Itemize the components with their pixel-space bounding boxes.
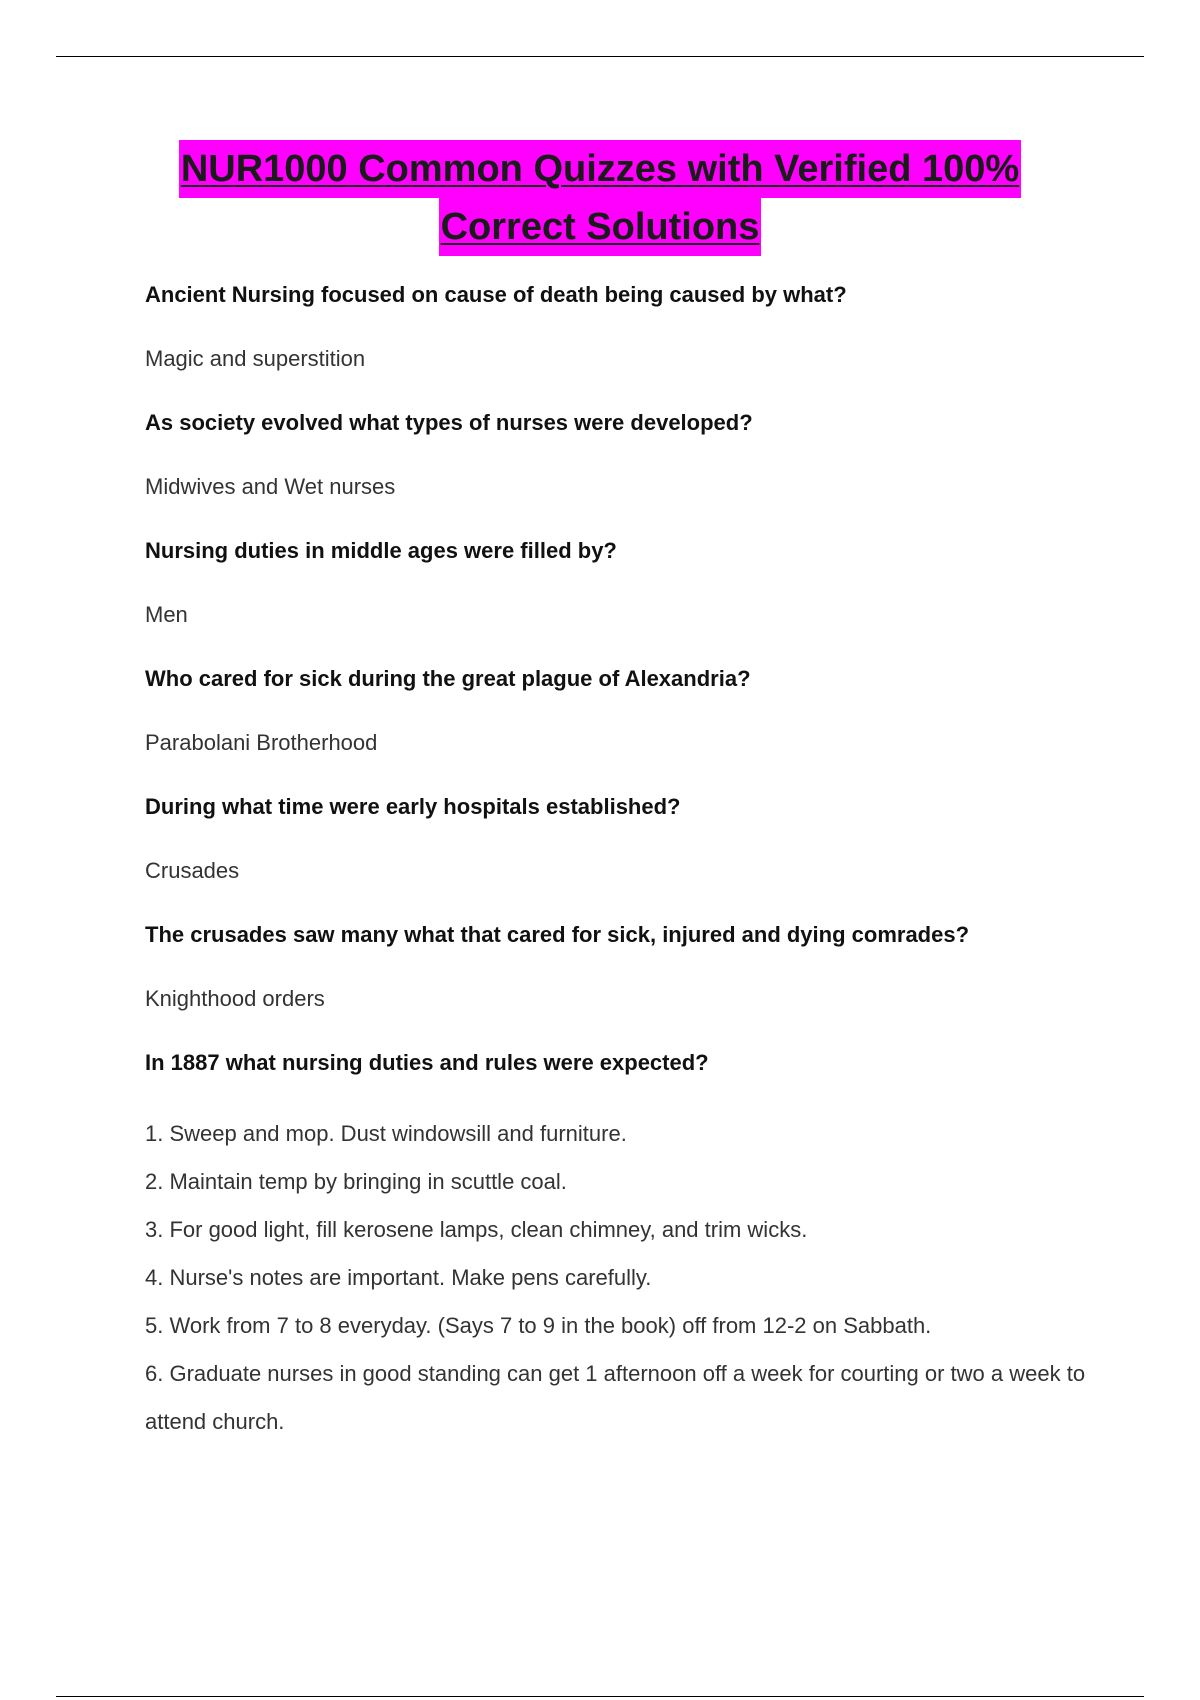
answer-4: Parabolani Brotherhood [145,730,378,755]
rule-item-1: 1. Sweep and mop. Dust windowsill and furniture. [145,1121,627,1146]
document-body [145,278,1105,1446]
question-3: Nursing duties in middle ages were filled by? [145,538,617,563]
rules-list [145,1110,1105,1446]
question-2: As society evolved what types of nurses were developed? [145,410,753,435]
rule-item-5: 5. Work from 7 to 8 everyday. (Says 7 to 9 in the book) off from 12-2 on Sabbath. [145,1313,932,1338]
qa-item-6 [145,918,1105,1016]
answer-6: Knighthood orders [145,986,325,1011]
rule-item-3: 3. For good light, fill kerosene lamps, clean chimney, and trim wicks. [145,1217,808,1242]
answer-5: Crusades [145,858,240,883]
answer-3: Men [145,602,188,627]
answer-2: Midwives and Wet nurses [145,474,396,499]
qa-item-2 [145,406,1105,504]
rule-item-2: 2. Maintain temp by bringing in scuttle coal. [145,1169,567,1194]
qa-item-7 [145,1046,1105,1446]
question-4: Who cared for sick during the great plague of Alexandria? [145,666,751,691]
document-title [0,140,1200,256]
title-line-1: NUR1000 Common Quizzes with Verified 100% [179,140,1021,198]
question-6: The crusades saw many what that cared for sick, injured and dying comrades? [145,922,970,947]
question-7: In 1887 what nursing duties and rules were expected? [145,1050,709,1075]
top-divider [56,56,1144,57]
bottom-divider [56,1696,1144,1697]
rule-item-4: 4. Nurse's notes are important. Make pens carefully. [145,1265,652,1290]
qa-item-5 [145,790,1105,888]
qa-item-3 [145,534,1105,632]
question-5: During what time were early hospitals established? [145,794,681,819]
answer-1: Magic and superstition [145,346,366,371]
title-line-2: Correct Solutions [439,198,762,256]
question-1: Ancient Nursing focused on cause of death being caused by what? [145,282,847,307]
rule-item-6: 6. Graduate nurses in good standing can get 1 afternoon off a week for courting or two a week to attend church. [145,1361,1086,1434]
qa-item-4 [145,662,1105,760]
qa-item-1 [145,278,1105,376]
